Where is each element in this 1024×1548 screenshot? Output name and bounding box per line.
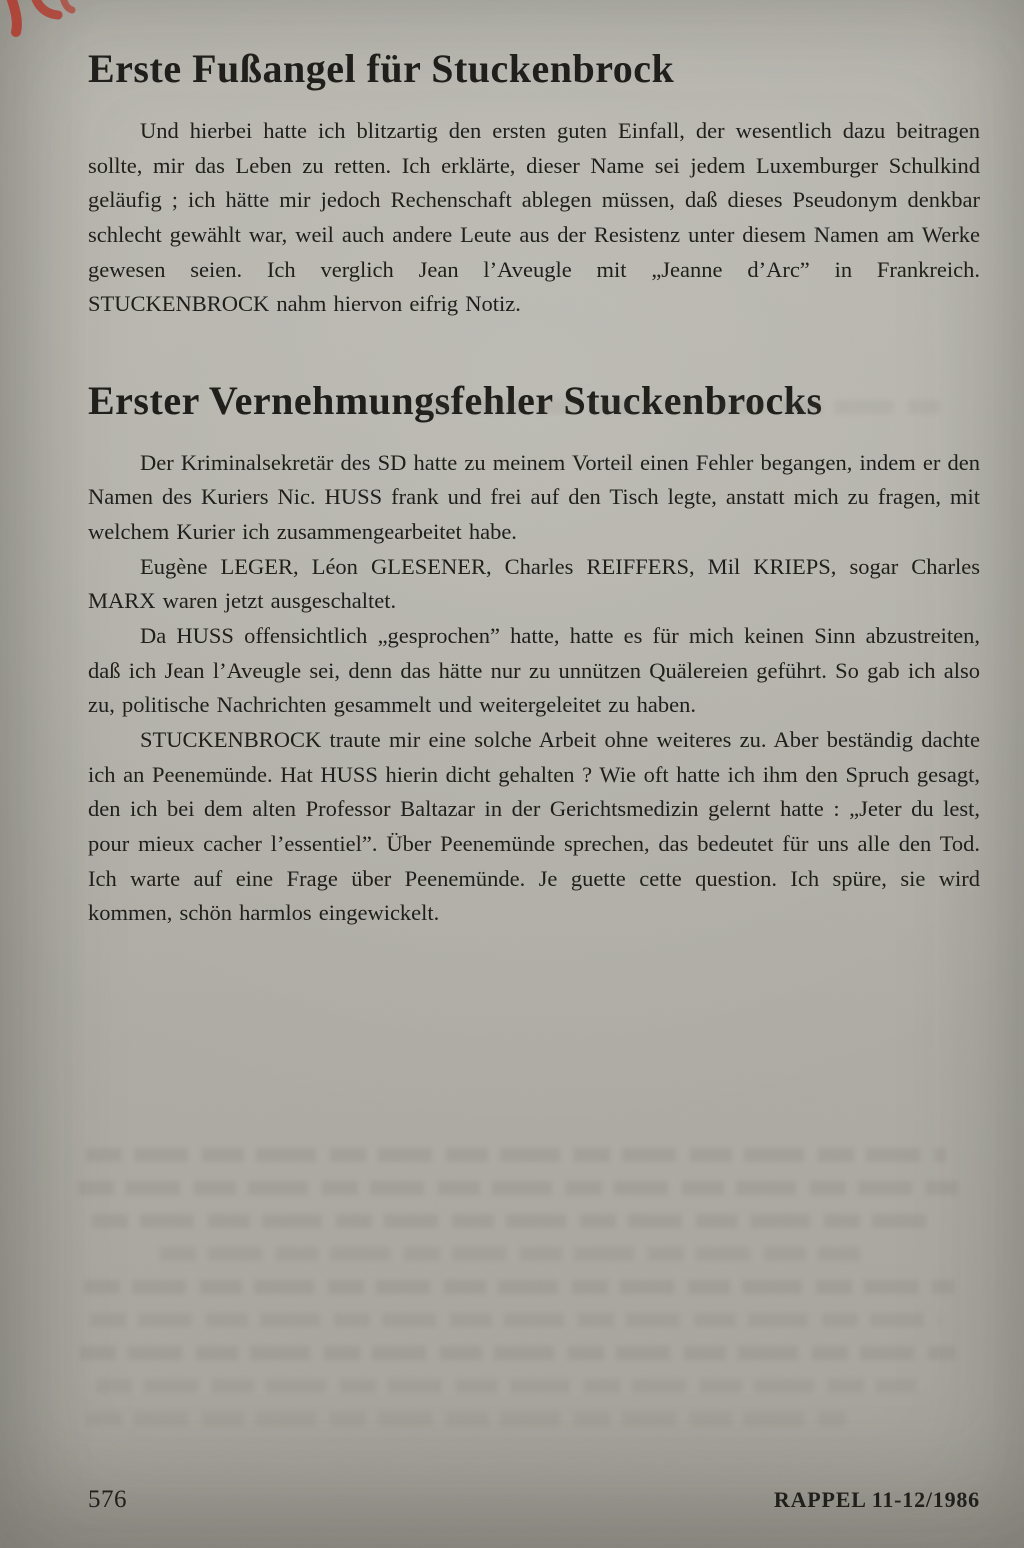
page-number: 576	[88, 1486, 127, 1513]
paragraph: Eugène LEGER, Léon GLESENER, Charles REIFFERS, Mil KRIEPS, sogar Charles MARX waren jetzt ausgeschaltet.	[88, 553, 980, 614]
page-footer	[88, 1486, 980, 1514]
show-through-text	[84, 1280, 954, 1294]
paragraph: Da HUSS offensichtlich „gesprochen” hatte, hatte es für mich keinen Sinn abzustreiten, daß ich Jean l’Aveugle sei, denn das hätte nur zu unnützen Quälereien geführt. So gab ich also zu, politische Nachrichten gesammelt und weitergeleitet zu haben.	[88, 623, 980, 718]
show-through-text	[96, 1379, 916, 1393]
show-through-text	[86, 1148, 946, 1162]
paragraph: STUCKENBROCK traute mir eine solche Arbeit ohne weiteres zu. Aber beständig dachte ich an Peenemünde. Hat HUSS hierin dicht gehalten ? Wie oft hatte ich ihm den Spruch gesagt, den ich bei dem alten Professor Baltazar in der Gerichtsmedizin gelernt hatte : „Jeter du lest, pour mieux cacher l’essentiel”. Über Peenemünde sprechen, das bedeutet für uns alle den Tod. Ich warte auf eine Frage über Peenemünde. Je guette cette question. Ich spüre, sie wird kommen, schön harmlos eingewickelt.	[88, 726, 980, 926]
paragraph: Und hierbei hatte ich blitzartig den ersten guten Einfall, der wesentlich dazu beitragen sollte, mir das Leben zu retten. Ich erklärte, dieser Name sei jedem Luxemburger Schulkind geläufig ; ich hätte mir jedoch Rechenschaft ablegen müssen, daß dieses Pseudonym denkbar schlecht gewählt war, weil auch andere Leute aus der Resistenz unter diesem Namen am Werke gewesen seien. Ich verglich Jean l’Aveugle mit „Jeanne d’Arc” in Frankreich. STUCKENBROCK nahm hiervon eifrig Notiz.	[88, 118, 980, 317]
red-ink-mark	[0, 0, 90, 40]
show-through-text	[80, 1346, 955, 1360]
show-through-text	[78, 1181, 958, 1195]
journal-reference: RAPPEL 11-12/1986	[773, 1487, 980, 1512]
page-content	[88, 46, 980, 931]
show-through-text	[92, 1214, 932, 1228]
paragraph: Der Kriminalsekretär des SD hatte zu meinem Vorteil einen Fehler begangen, indem er den Namen des Kuriers Nic. HUSS frank und frei auf den Tisch legte, anstatt mich zu fragen, mit welchem Kurier ich zusammengearbeitet habe.	[88, 449, 980, 545]
show-through-text	[160, 1247, 860, 1261]
show-through-text	[86, 1412, 846, 1426]
show-through-text	[90, 1313, 940, 1327]
section-heading-1: Erste Fußangel für Stuckenbrock	[88, 46, 675, 91]
section-heading-2: Erster Vernehmungsfehler Stuckenbrocks	[88, 377, 823, 423]
